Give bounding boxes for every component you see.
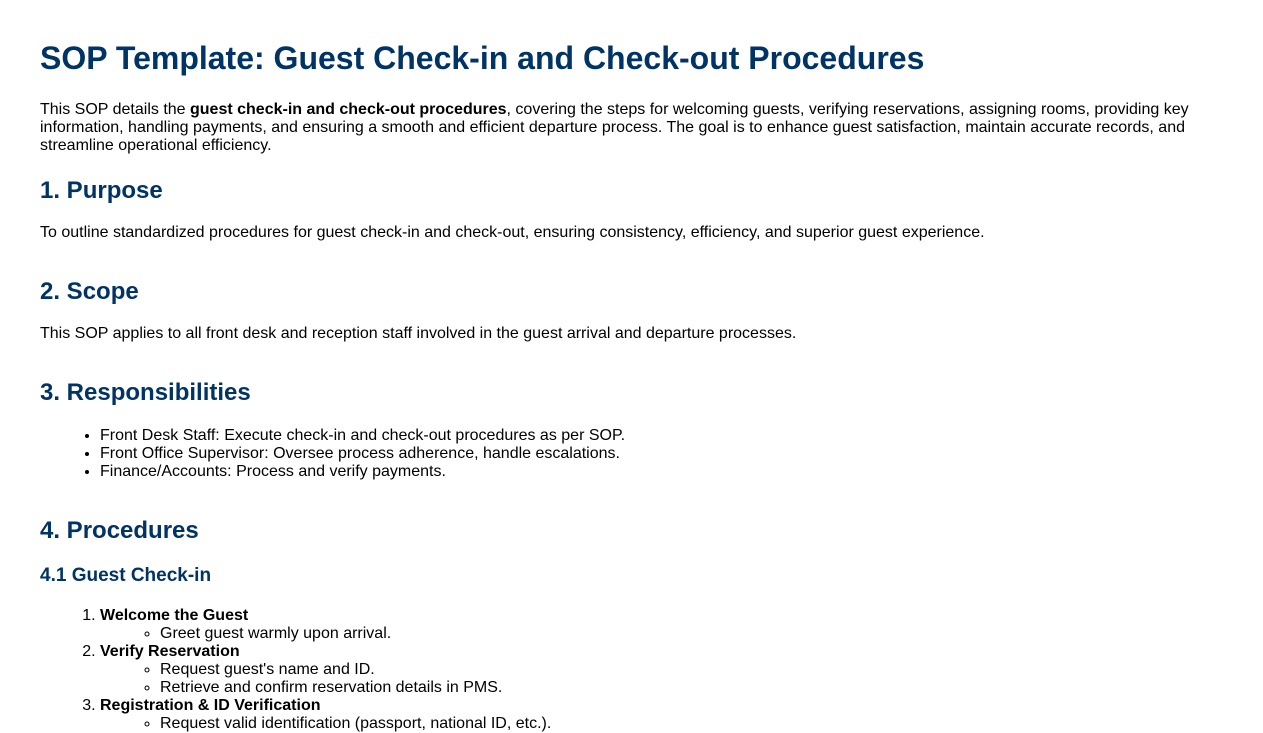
step-subitems [100, 625, 1223, 643]
list-item: ◦ Request guest's name and ID. [160, 661, 1223, 679]
list-item: • Finance/Accounts: Process and verify payments. [100, 463, 1223, 481]
intro-lead: This SOP details the [40, 101, 190, 118]
step-title: Registration & ID Verification [100, 697, 321, 714]
step-subitems [100, 661, 1223, 697]
list-item: • Front Desk Staff: Execute check-in and check-out procedures as per SOP. [100, 427, 1223, 445]
step-title: Welcome the Guest [100, 607, 249, 624]
purpose-heading: 1. Purpose [40, 177, 163, 204]
list-item: ◦ Greet guest warmly upon arrival. [160, 625, 1223, 643]
step-subitems [100, 715, 1223, 733]
list-item: ◦ Request valid identification (passport, national ID, etc.). [160, 715, 1223, 733]
responsibilities-list [40, 427, 1223, 481]
step-title: Verify Reservation [100, 643, 240, 660]
intro-rest: , covering the steps for welcoming guests, verifying reservations, assigning rooms, providing key information, handling payments, and ensuring a smooth and efficient departure process. The goal is to enhance guest satisfaction, maintain accurate records, and streamline operational efficiency. [40, 101, 1189, 154]
checkin-heading: 4.1 Guest Check-in [40, 565, 212, 586]
page-title: SOP Template: Guest Check-in and Check-out Procedures [40, 40, 925, 76]
checkin-step [100, 607, 1223, 643]
responsibilities-heading: 3. Responsibilities [40, 379, 251, 406]
scope-text: This SOP applies to all front desk and reception staff involved in the guest arrival and departure processes. [40, 325, 797, 342]
checkin-step [100, 697, 1223, 733]
list-item: ◦ Retrieve and confirm reservation details in PMS. [160, 679, 1223, 697]
intro-bold: guest check-in and check-out procedures [190, 101, 507, 118]
list-item: • Front Office Supervisor: Oversee process adherence, handle escalations. [100, 445, 1223, 463]
checkin-step [100, 643, 1223, 697]
procedures-heading: 4. Procedures [40, 517, 199, 544]
intro-paragraph [40, 101, 1210, 155]
checkin-steps-list [40, 607, 1223, 733]
scope-heading: 2. Scope [40, 278, 139, 305]
purpose-text: To outline standardized procedures for guest check-in and check-out, ensuring consistency, efficiency, and superior guest experience. [40, 224, 985, 241]
